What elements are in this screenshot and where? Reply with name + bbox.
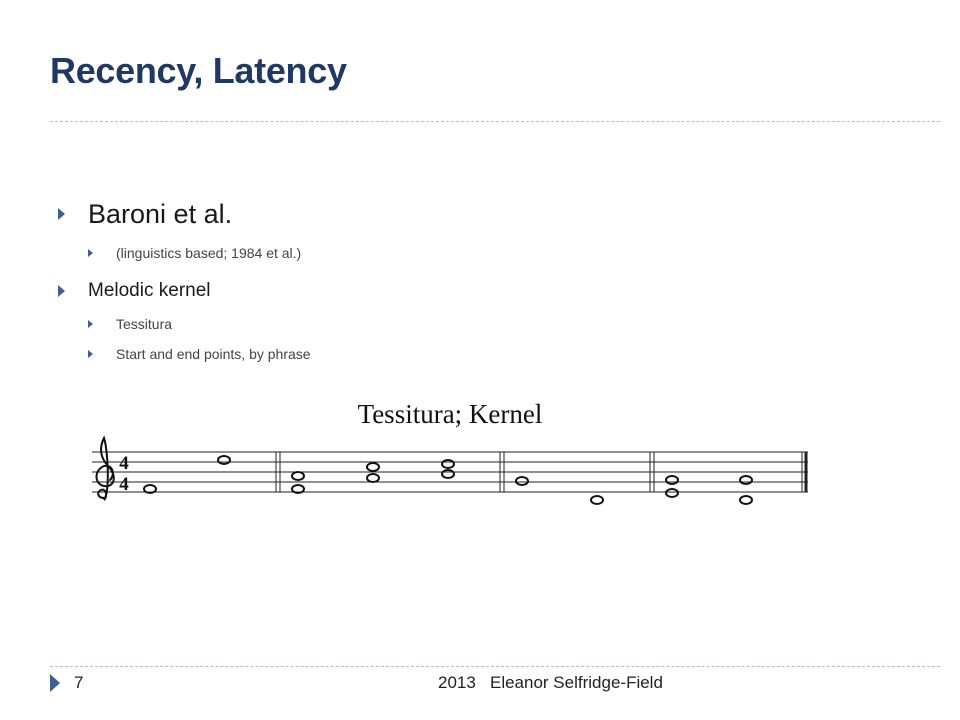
note [666,476,678,484]
bullet-text: Tessitura [116,316,173,332]
music-notation-figure [0,380,960,520]
bullet-text: Baroni et al. [88,199,233,229]
notes [144,456,752,504]
footer-arrow-icon [50,674,60,692]
bullet-list [56,196,311,365]
note [292,472,304,480]
music-staff-svg [0,380,960,520]
bullet-tessitura [56,313,311,335]
time-signature-bottom: 4 [119,474,129,495]
note [442,470,454,478]
bullet-arrow-icon [58,285,65,297]
bullet-arrow-icon [58,208,65,220]
slide-title: Recency, Latency [50,50,347,91]
note [666,489,678,497]
note [367,474,379,482]
treble-clef-icon [97,438,114,500]
time-signature [119,453,129,495]
note [591,496,603,504]
note [740,496,752,504]
note [442,460,454,468]
bullet-baroni [56,196,311,232]
time-signature-top: 4 [119,453,129,474]
page-number: 7 [74,673,84,692]
note [740,476,752,484]
bullet-text: (linguistics based; 1984 et al.) [116,245,302,261]
sub-bullet-arrow-icon [88,249,93,257]
bullet-linguistics [56,242,311,264]
bullet-start-end [56,343,311,365]
bullet-text: Melodic kernel [88,280,211,301]
staff-lines [92,452,808,492]
footer-credit: 2013 Eleanor Selfridge-Field [438,673,663,692]
note [218,456,230,464]
sub-bullet-arrow-icon [88,350,93,358]
note [516,477,528,485]
note [367,463,379,471]
title-divider [50,121,940,122]
sub-bullet-arrow-icon [88,320,93,328]
bullet-text: Start and end points, by phrase [116,346,311,362]
bullet-melodic-kernel [56,277,311,305]
notation-title: Tessitura; Kernel [357,399,543,429]
footer-divider [50,666,940,667]
